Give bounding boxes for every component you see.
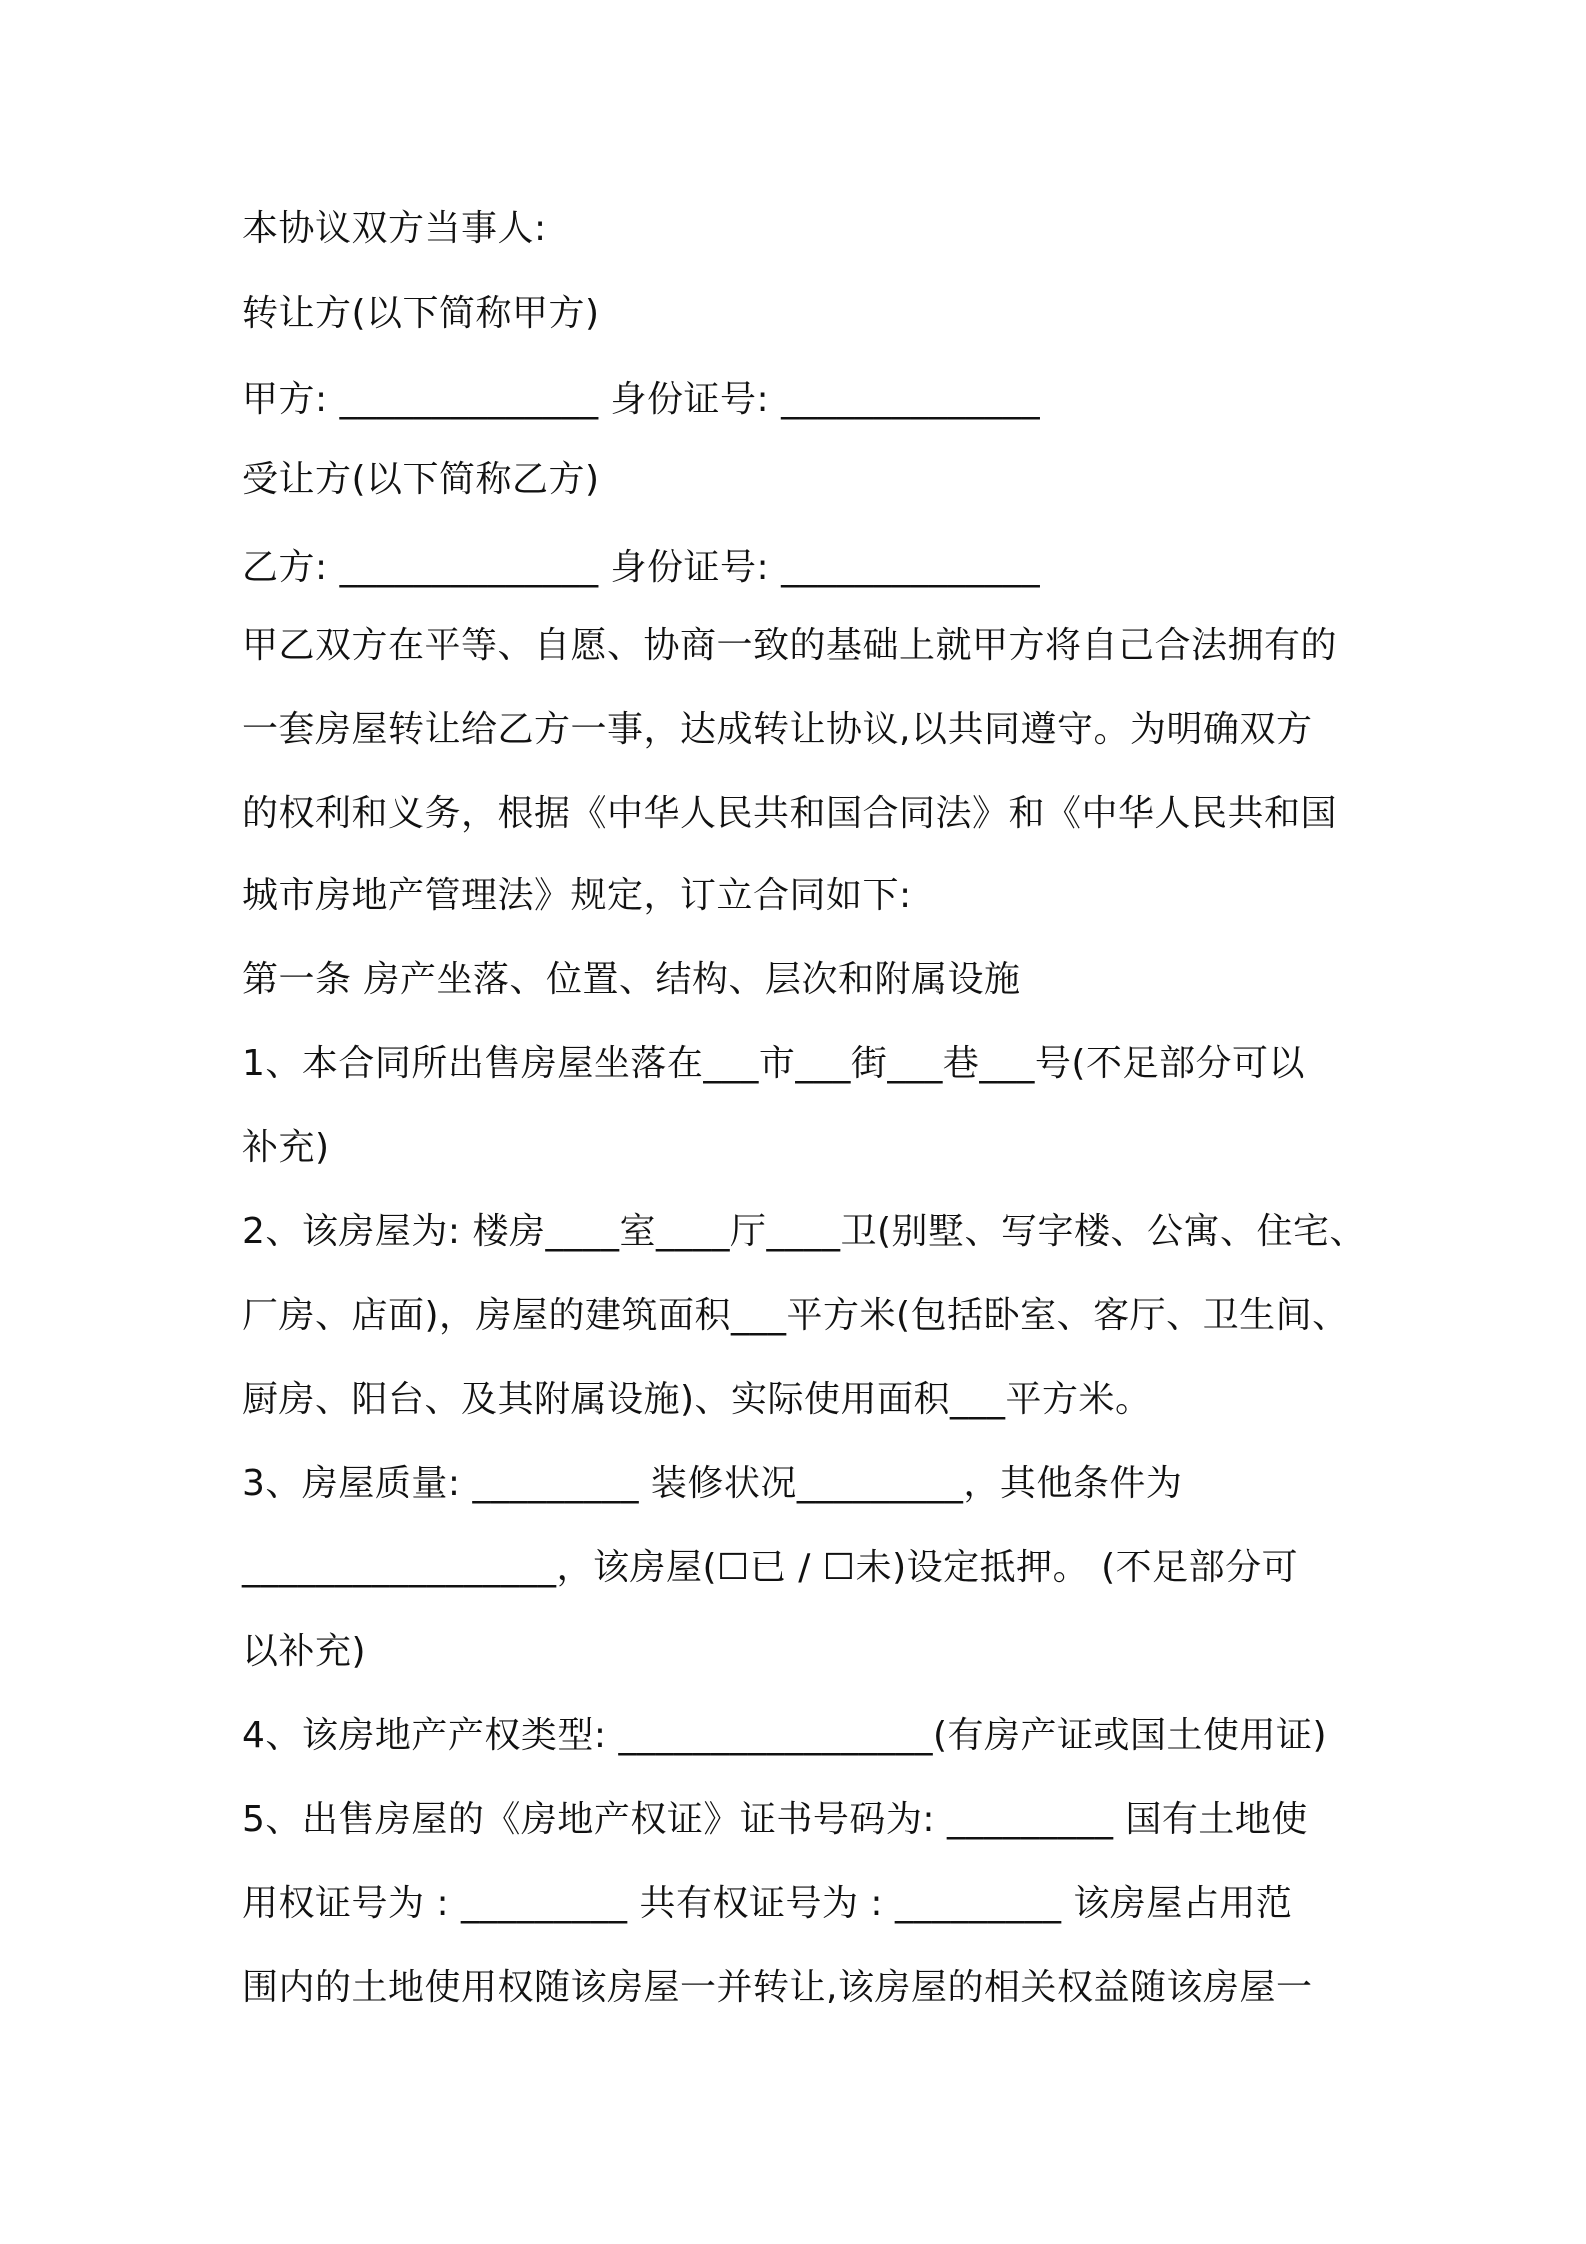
preamble-line-2: 一套房屋转让给乙方一事，达成转让协议,以共同遵守。为明确双方 [242, 709, 1313, 750]
parties-heading: 本协议双方当事人: [242, 208, 547, 249]
clause-5-line-2: 用权证号为 : _________ 共有权证号为 : _________ 该房屋占用范 [242, 1883, 1293, 1924]
transferor-heading: 转让方(以下简称甲方) [242, 293, 600, 334]
clause-2-line-2: 厂房、店面)，房屋的建筑面积___平方米(包括卧室、客厅、卫生间、 [242, 1295, 1349, 1336]
clause-3-line-1: 3、房屋质量: _________ 装修状况_________，其他条件为 [242, 1463, 1183, 1504]
transferee-heading: 受让方(以下简称乙方) [242, 459, 600, 500]
clause-3-line-3: 以补充) [242, 1631, 367, 1672]
article-one-heading: 第一条 房产坐落、位置、结构、层次和附属设施 [242, 959, 1021, 1000]
clause-5-line-3: 围内的土地使用权随该房屋一并转让,该房屋的相关权益随该房屋一 [242, 1967, 1313, 2008]
clause-3-line-2: _________________，该房屋(☐已 / ☐未)设定抵押。 (不足部分可 [242, 1547, 1299, 1588]
preamble-line-1: 甲乙双方在平等、自愿、协商一致的基础上就甲方将自己合法拥有的 [242, 625, 1338, 666]
clause-2-line-3: 厨房、阳台、及其附属设施)、实际使用面积___平方米。 [242, 1379, 1152, 1420]
clause-1-line-2: 补充) [242, 1127, 330, 1168]
clause-5-line-1: 5、出售房屋的《房地产权证》证书号码为: _________ 国有土地使 [242, 1799, 1308, 1840]
preamble-line-3: 的权利和义务，根据《中华人民共和国合同法》和《中华人民共和国 [242, 793, 1338, 834]
party-b-line: 乙方: ______________ 身份证号: ______________ [242, 547, 1041, 588]
clause-1-line-1: 1、本合同所出售房屋坐落在___市___街___巷___号(不足部分可以 [242, 1043, 1305, 1084]
preamble-line-4: 城市房地产管理法》规定，订立合同如下: [242, 875, 912, 916]
clause-4-line-1: 4、该房地产产权类型: _________________(有房产证或国土使用证) [242, 1715, 1328, 1756]
party-a-line: 甲方: ______________ 身份证号: ______________ [242, 379, 1041, 420]
clause-2-line-1: 2、该房屋为: 楼房____室____厅____卫(别墅、写字楼、公寓、住宅、 [242, 1211, 1367, 1252]
